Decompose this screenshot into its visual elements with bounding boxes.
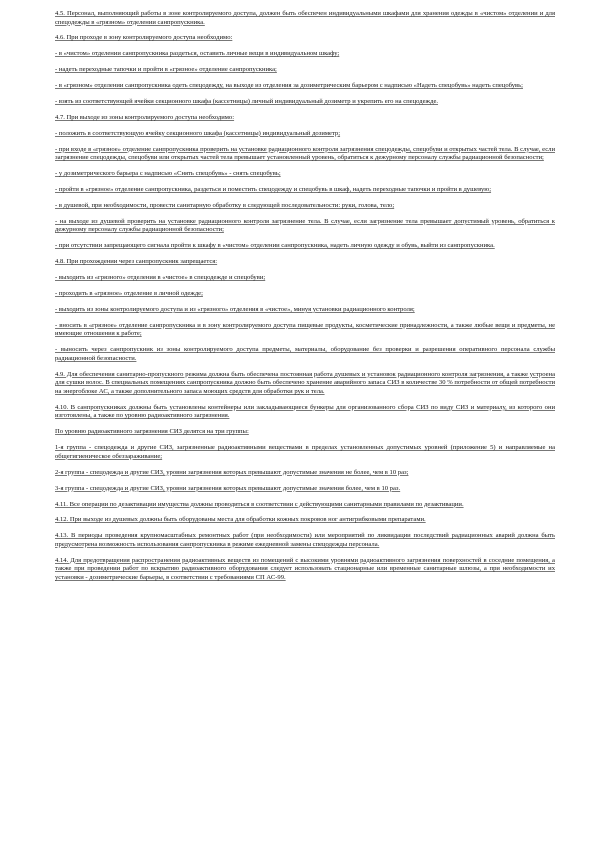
list-item: - в «чистом» отделении санпропускника раздеться, оставить личные вещи в индивидуальном шкафу; [55, 50, 340, 58]
list-item: - вносить в «грязное» отделение санпропускника и в зону контролируемого доступа пищевые продукты, косметические принадлежности, а также любые вещи и предметы, не имеющие отношения к работе; [55, 321, 555, 338]
document-page [55, 10, 555, 589]
list-item: - взять из соответствующей ячейки секционного шкафа (кассетницы) личный индивидуальный дозиметр и укрепить его на спецодежде. [55, 98, 439, 106]
group-item: 3-я группа - спецодежда и другие СИЗ, уровни загрязнения которых превышают допустимые значения более, чем в 10 раз. [55, 484, 401, 492]
list-item: - проходить в «грязное» отделение в личной одежде; [55, 290, 203, 298]
list-item: - пройти в «грязное» отделение санпропускника, раздеться и поместить спецодежду и спецобувь в шкаф, надеть переходные тапочки и пройти в душевую; [55, 186, 492, 194]
groups-intro: По уровню радиоактивного загрязнения СИЗ делятся на три группы: [55, 428, 249, 436]
list-item: - выходить из «грязного» отделения в «чистое» в спецодежде и спецобуви; [55, 274, 266, 282]
list-item: - на выходе из душевой проверить на установке радиационного контроля загрязнение тела. В случае, если загрязнение тела превышает допустимый уровень, обратиться к дежурному персоналу службы радиационной безопасности; [55, 217, 555, 234]
paragraph-4-11: 4.11. Все операции по дезактивации имущества должны проводиться в соответствии с действующими санитарными правилами по дезактивации. [55, 500, 464, 508]
list-item: - положить в соответствующую ячейку секционного шкафа (кассетницы) индивидуальный дозиметр; [55, 129, 341, 137]
list-item: - в «грязном» отделении санпропускника одеть спецодежду, на выходе из отделения за дозиметрическим барьером с надписью «Надеть спецобувь» надеть спецобувь; [55, 82, 523, 90]
paragraph-4-6-heading: 4.6. При проходе в зону контролируемого доступа необходимо: [55, 34, 233, 42]
group-item: 2-я группа - спецодежда и другие СИЗ, уровни загрязнения которых превышают допустимые значения не более, чем в 10 раз; [55, 468, 409, 476]
list-item: - у дозиметрического барьера с надписью «Снять спецобувь» - снять спецобувь; [55, 170, 281, 178]
paragraph-4-8-heading: 4.8. При прохождении через санпропускник запрещается: [55, 258, 218, 266]
paragraph-4-7-heading: 4.7. При выходе из зоны контролируемого доступа необходимо: [55, 113, 235, 121]
list-item: - в душевой, при необходимости, провести санитарную обработку в следующей последовательности: руки, голова, тело; [55, 201, 395, 209]
group-item: 1-я группа - спецодежда и другие СИЗ, загрязненные радиоактивными веществами в пределах установленных допустимых уровней (приложение 5) и направляемые на общегигиеническое обеззараживание; [55, 444, 555, 460]
list-item: - выносить через санпропускник из зоны контролируемого доступа предметы, материалы, оборудование без проверки и разрешения оперативного персонала службы радиационной безопасности. [55, 346, 555, 362]
paragraph-4-14: 4.14. Для предотвращения распространения радиоактивных веществ из помещений с высокими уровнями радиоактивного загрязнения поверхностей в соседние помещения, а также при проведении работ по вскрытию радиоактивного оборудования следует использовать стационарные или временные санитарные шлюзы, а при необходимости их установки - дозиметрические барьеры, в соответствии с требованиями СП АС-99. [55, 556, 555, 581]
paragraph-4-9: 4.9. Для обеспечения санитарно-пропускного режима должна быть обеспечена постоянная работа душевых и установок радиационного контроля загрязнения, а также устроена для сушки волос. В специальных помещениях санпропускника должно быть обеспечено хранение аварийного запаса СИЗ в количестве 30 % потребности от общей потребности на энергоблоке АС, а также дополнительного запаса моющих средств для обработки рук и тела. [55, 370, 555, 395]
paragraph-4-12: 4.12. При выходе из душевых должны быть оборудованы места для обработки кожных покровов ног антигрибковыми препаратами. [55, 516, 426, 524]
list-item: - выходить из зоны контролируемого доступа и из «грязного» отделения в «чистое», минуя установки радиационного контроля; [55, 305, 415, 313]
paragraph-4-13: 4.13. В периоды проведения крупномасштабных ремонтных работ (при необходимости) или мероприятий по ликвидации последствий радиационных аварий должна быть предусмотрена возможность использования санпропускника в режиме ежедневной замены спецодежды персонала. [55, 532, 555, 548]
paragraph-4-10: 4.10. В санпропускниках должны быть установлены контейнеры или закладывающиеся бункеры для организованного сбора СИЗ по виду СИЗ и материалу, из которого они изготовлены, а также по уровню радиоактивного загрязнения. [55, 403, 555, 420]
paragraph-4-5: 4.5. Персонал, выполняющий работы в зоне контролируемого доступа, должен быть обеспечен индивидуальными шкафами для хранения одежды в «чистом» отделении и для спецодежды в «грязном» отделении санпропускника. [55, 10, 555, 26]
list-item: - при входе в «грязное» отделение санпропускника проверить на установке радиационного контроля загрязнения спецодежды, спецобуви и открытых частей тела. В случае, если загрязнение спецодежды, спецобуви или открытых частей тела превышает установленный уровень, обратиться к дежурному персоналу службы радиационной безопасности; [55, 145, 555, 162]
list-item: - при отсутствии запрещающего сигнала пройти к шкафу в «чистом» отделении санпропускника, надеть личную одежду и обувь, выйти из санпропускника. [55, 242, 495, 250]
list-item: - надеть переходные тапочки и пройти в «грязное» отделение санпропускника; [55, 66, 277, 74]
